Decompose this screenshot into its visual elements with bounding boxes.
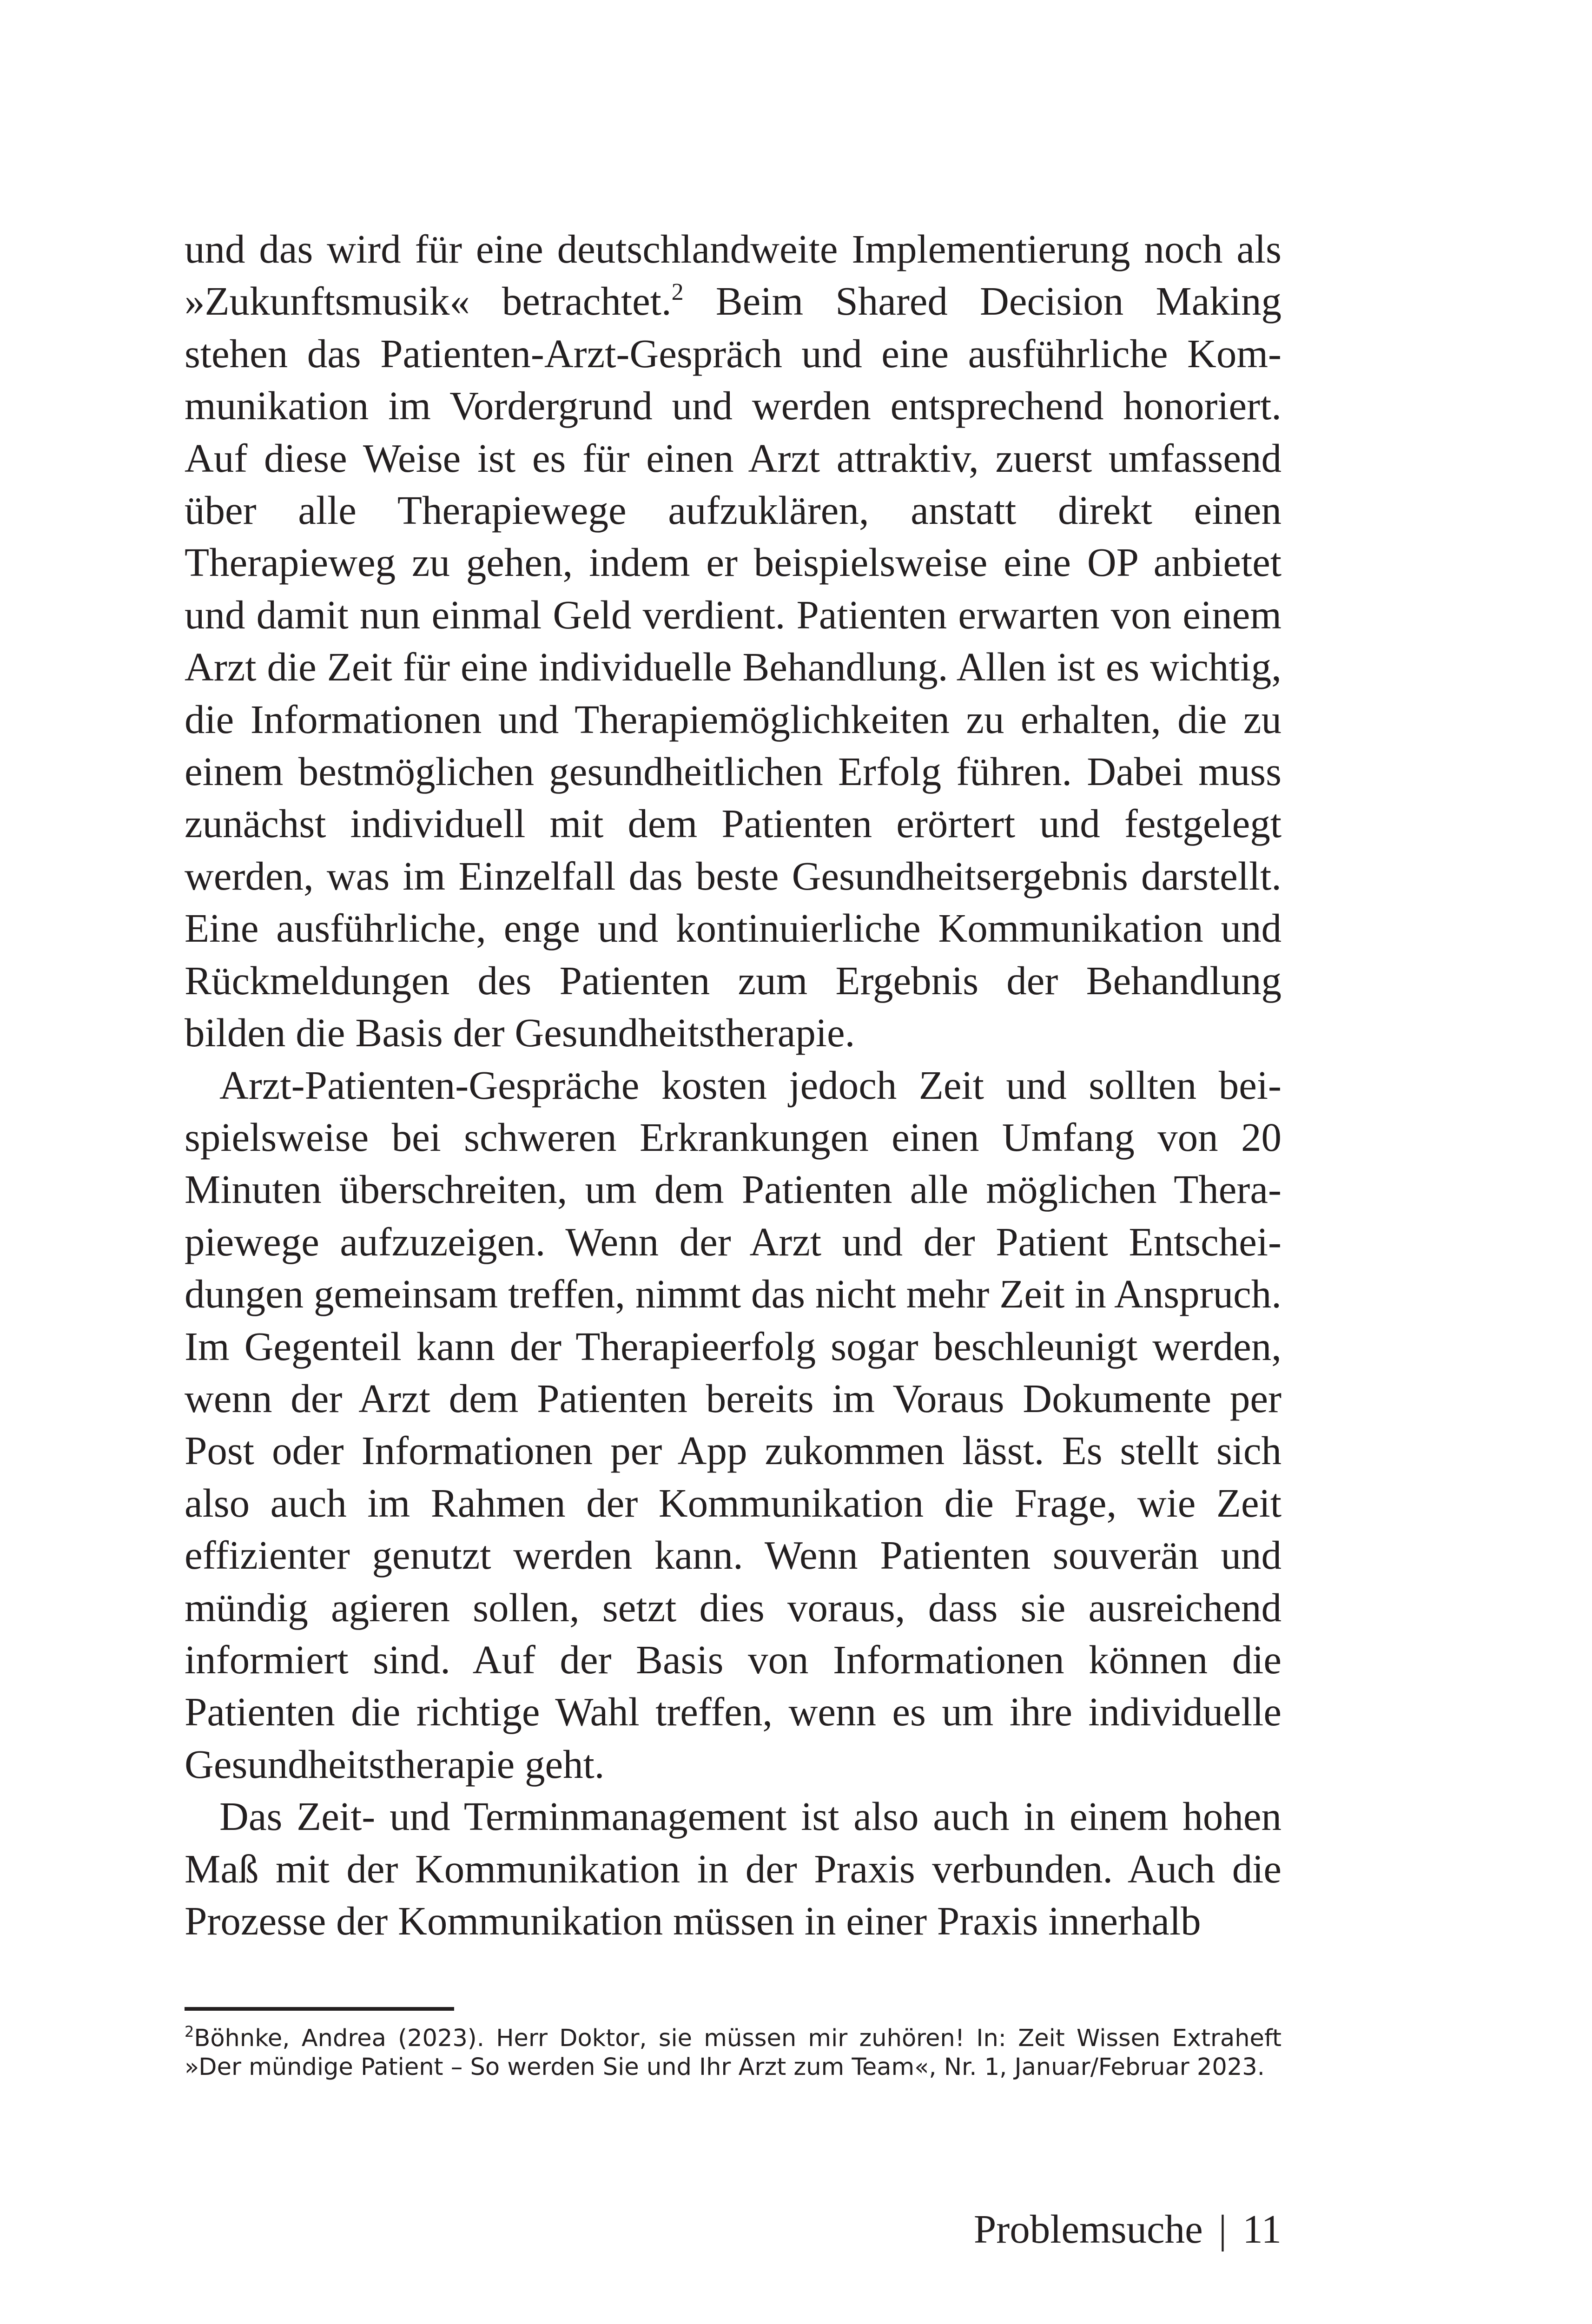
running-footer	[974, 2203, 1282, 2255]
paragraph-2: Arzt-Patienten-Gespräche kosten jedoch Zeit und sollten beispielsweise bei schweren Erkrankungen einen Umfang von 20 Minuten überschreiten, um dem Patienten alle möglichen Therapiewege aufzuzeigen. Wenn der Arzt und der Patient Entscheidungen gemeinsam treffen, nimmt das nicht mehr Zeit in Anspruch. Im Gegenteil kann der Therapieerfolg sogar beschleunigt werden, wenn der Arzt dem Patienten bereits im Voraus Dokumente per Post oder Informationen per App zukommen lässt. Es stellt sich also auch im Rahmen der Kommunikation die Frage, wie Zeit effizienter genutzt werden kann. Wenn Patienten souverän und mündig agieren sollen, setzt dies voraus, dass sie ausreichend informiert sind. Auf der Basis von Informationen können die Patienten die richtige Wahl treffen, wenn es um ihre individuelle Gesundheitstherapie geht.	[185, 1062, 1282, 1787]
footer-separator: |	[1218, 2206, 1227, 2251]
paragraph-1-start: und das wird für eine deutschlandweite Implementierung noch als »Zukunftsmusik« betrachtet.	[185, 226, 1282, 324]
footnote-reference-2[interactable]: 2	[671, 279, 684, 306]
page-number: 11	[1242, 2206, 1282, 2251]
footnote-marker: 2	[185, 2023, 194, 2040]
paragraph-1	[185, 223, 1282, 1059]
paragraph-3: Das Zeit- und Terminmanagement ist also auch in einem hohen Maß mit der Kommunikation in der Praxis verbunden. Auch die Prozesse der Kommunikation müssen in einer Praxis innerhalb	[185, 1794, 1282, 1943]
footnote-divider	[185, 2007, 454, 2011]
footer-section-title: Problemsuche	[973, 2206, 1203, 2251]
footnote-text: Böhnke, Andrea (2023). Herr Doktor, sie müssen mir zuhören! In: Zeit Wissen Extraheft »Der mündige Patient – So werden Sie und Ihr Arzt zum Team«, Nr. 1, Januar/Februar 2023.	[185, 2025, 1282, 2081]
body-text	[185, 223, 1282, 1947]
paragraph-1-rest: Beim Shared Decision Making stehen das Patienten-Arzt-Gespräch und eine ausführliche Kommunikation im Vordergrund und werden entsprechend honoriert. Auf diese Weise ist es für einen Arzt attraktiv, zuerst umfassend über alle Therapiewege aufzuklären, anstatt direkt einen Therapieweg zu gehen, indem er beispielsweise eine OP anbietet und damit nun einmal Geld verdient. Patienten erwarten von einem Arzt die Zeit für eine individuelle Behandlung. Allen ist es wichtig, die Informationen und Therapiemöglichkeiten zu erhalten, die zu einem bestmöglichen gesundheitlichen Erfolg führen. Dabei muss zunächst individuell mit dem Patienten erörtert und festgelegt werden, was im Einzelfall das beste Gesundheitsergebnis darstellt. Eine ausführliche, enge und kontinuierliche Kommunikation und Rückmeldungen des Patienten zum Ergebnis der Behandlung bilden die Basis der Gesundheitstherapie.	[185, 278, 1282, 1056]
footnote-2	[185, 2024, 1282, 2082]
